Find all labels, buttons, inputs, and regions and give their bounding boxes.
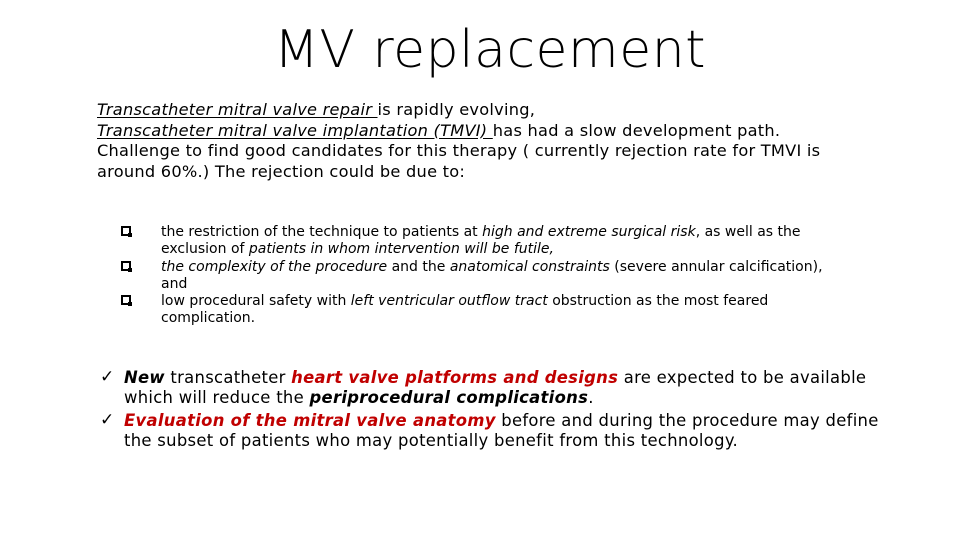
text-run: before and during the procedure may define the subset of patients who may potentially benefit from this technology. [124,411,879,450]
list-item [120,224,850,259]
text-run: transcatheter [164,368,292,387]
list-item-text [161,259,823,292]
text-run: heart valve platforms and designs [291,368,619,387]
list-item-text [161,293,768,326]
intro-line-implantation [97,121,867,142]
intro-line-challenge: Challenge to find good candidates for this therapy ( currently rejection rate for TMVI is around 60%.) The rejection could be due to: [97,141,821,181]
list-item-text [161,224,801,257]
repair-term: Transcatheter mitral valve repair [97,100,378,119]
checkmark-icon: ✓ [100,410,115,430]
checkmark-icon: ✓ [100,367,115,387]
list-item [120,259,850,294]
square-bullet-icon [121,226,131,236]
repair-rest: is rapidly evolving, [377,100,536,119]
text-run: are expected to be available which will reduce the [124,368,867,407]
text-run: high and extreme surgical risk [482,224,696,240]
text-run: obstruction as the most feared complication. [161,293,769,327]
intro-line-repair [97,100,867,121]
list-item-text [124,411,879,450]
rejection-reasons-list [120,224,850,328]
implantation-term: Transcatheter mitral valve implantation (TMVI) [97,120,493,140]
square-bullet-icon [121,261,131,271]
text-run: and the [387,258,450,275]
text-run: Evaluation of the mitral valve anatomy [124,411,496,430]
intro-text [97,100,867,182]
text-run: left ventricular outflow tract [350,293,548,310]
outlook-list [100,368,900,454]
text-run: (severe annular calcification), and [161,258,823,292]
slide-title: MV replacement [273,20,707,80]
text-run: . [588,387,594,407]
text-run: , as well as the exclusion of [161,224,801,258]
text-run: patients in whom intervention will be futile, [248,241,554,258]
text-run: New [124,368,165,387]
text-run: low procedural safety with [161,293,351,310]
list-item [100,411,900,450]
list-item [120,293,850,328]
implantation-rest: has had a slow development path. [492,120,781,140]
text-run: the complexity of the procedure [161,258,388,275]
list-item [100,368,900,407]
text-run: periprocedural complications [309,387,589,407]
text-run: the restriction of the technique to patients at [161,224,483,240]
square-bullet-icon [121,295,131,305]
text-run: anatomical constraints [449,258,610,275]
list-item-text [124,368,866,407]
